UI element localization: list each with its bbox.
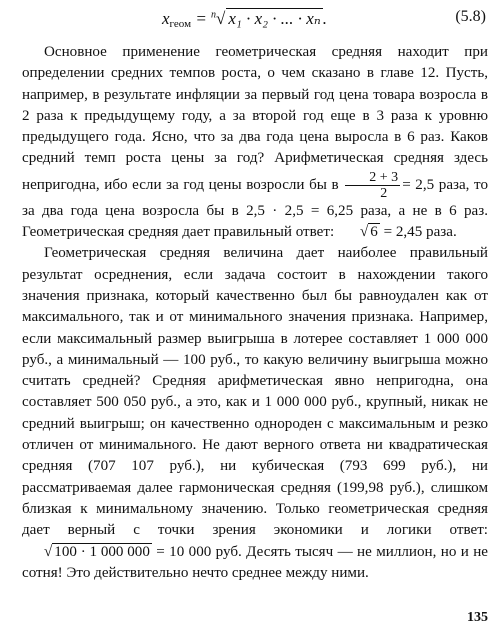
fraction-denominator: 2	[380, 185, 388, 201]
formula-equals: =	[195, 9, 207, 28]
paragraph-1	[22, 42, 488, 243]
paragraph-2	[22, 243, 488, 584]
fraction-numerator: 2 + 3	[345, 170, 400, 186]
page-number: 135	[467, 610, 488, 625]
formula-root-index: n	[211, 9, 217, 21]
formula-lhs-subscript: геом	[169, 18, 192, 30]
formula-lhs-var: x	[162, 9, 170, 28]
formula-radicand: x₁ · x₂ · ... · xₙ	[228, 9, 321, 28]
sqrt-6-radicand: 6	[370, 224, 378, 241]
paragraph-1-text-c: = 2,45 раза.	[383, 224, 457, 241]
geometric-mean-formula: $x_{геом} = ^n√$ x₁ · x₂ · ... · xₙ .	[162, 9, 327, 30]
equation-number: (5.8)	[455, 8, 486, 25]
fraction	[345, 170, 400, 201]
sqrt-product-radicand: 100 · 1 000 000	[54, 543, 150, 560]
paragraph-1-text-a: Основное применение геометрическая средняя находит при определении средних темпов роста, о чем сказано в главе 12. Пусть, например, в результате инфляции за первый год цена товара возросла в 2 раза к предыдущему году, а за второй год еще в 3 раза к уровню предыдущего года. Ясно, что за два года цена выросла в 6 раз. Каков средний темп роста цены за год? Арифметическая средняя здесь непригодна, ибо если за год цены возросли бы в	[22, 44, 488, 193]
sqrt-6: √ 6	[359, 224, 378, 241]
formula-5-8	[22, 6, 488, 32]
paragraph-2-text-a: Геометрическая средняя величина дает наиболее правильный результат осреднения, если задача состоит в нахождении такого значения признака, который качественно был бы равноудален как от максимального, так и от минимального значения признака. Например, если максимальный размер выигрыша в лотерее составляет 1 000 000 руб., а минимальный — 100 руб., то какую величину выигрыша можно считать средней? Средняя арифметическая явно непригодна, она составляет 500 050 руб., а это, как и 1 000 000 руб., крупный, никак не средний выигрыш; он качественно однороден с максимальным и резко отличен от минимального. Не дают верного ответа ни квадратическая средняя (707 107 руб.), ни кубическая (793 699 руб.), ни рассматриваемая далее гармоническая средняя (199,98 руб.), слишком близкая к минимальному значению. Только геометрическая средняя дает верный с точки зрения экономики и логики ответ:	[22, 245, 488, 539]
paragraph-1-text-b: = 2,5 раза, то за два года цена возросла бы в 2,5 · 2,5 = 6,25 раза, а не в 6 раз. Геометрическая средняя дает правильный ответ:	[22, 176, 488, 241]
body-text	[22, 42, 488, 584]
formula-trailing: .	[322, 9, 327, 28]
paragraph-2-text-b: = 10 000 руб. Десять тысяч — не миллион, но и не сотня! Это действительно нечто среднее между ними.	[22, 543, 488, 581]
sqrt-product: √ 100 · 1 000 000	[44, 543, 150, 560]
